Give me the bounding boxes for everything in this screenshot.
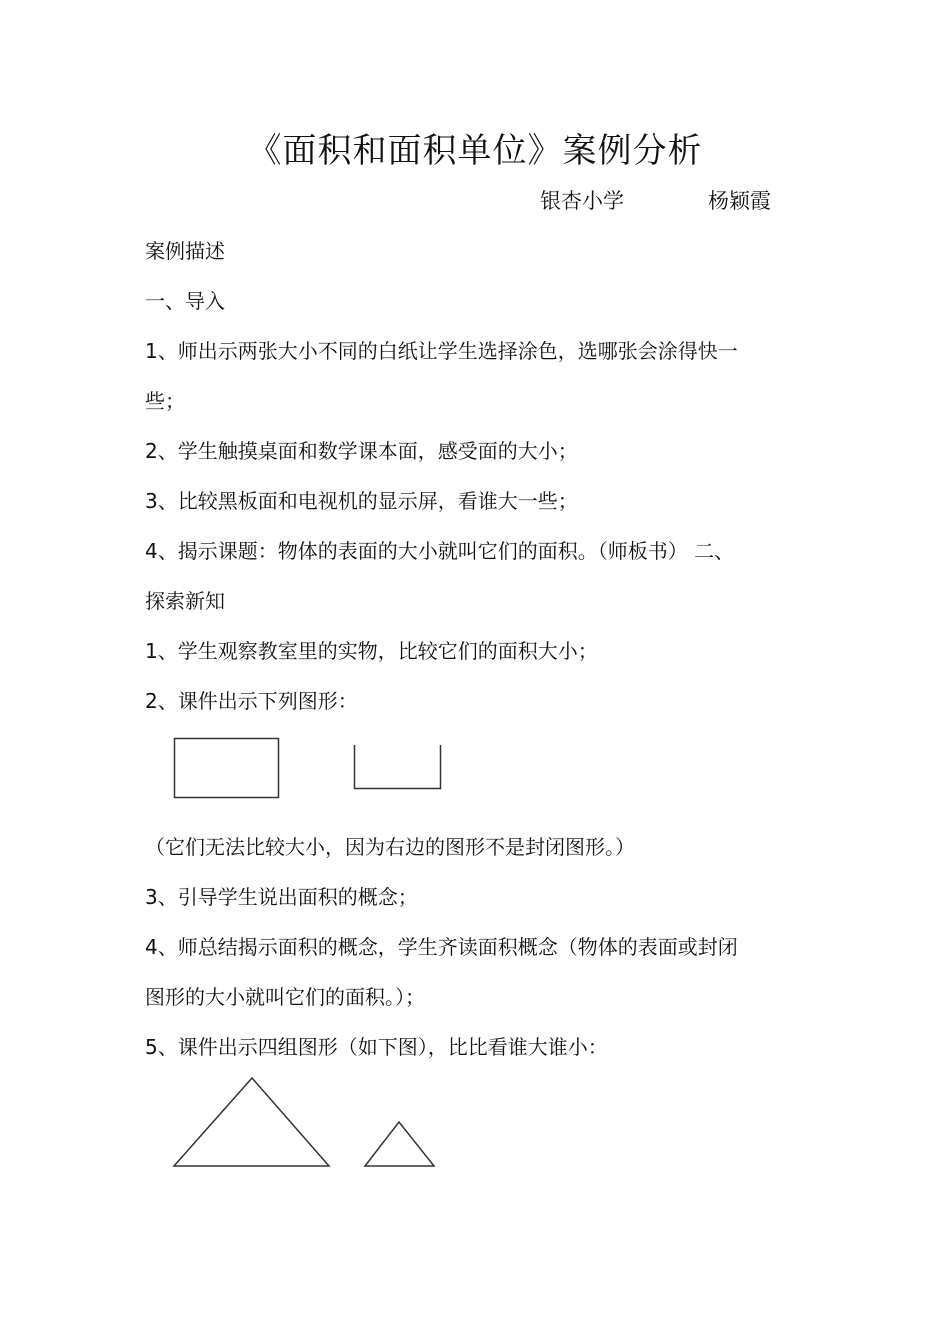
document-title: 《面积和面积单位》案例分析 [247, 131, 703, 171]
small-triangle-figure [365, 1122, 434, 1166]
paragraph-line: 探索新知 [145, 589, 225, 613]
paragraph-line: （它们无法比较大小，因为右边的图形不是封闭图形。） [145, 835, 635, 859]
school-name: 银杏小学 [540, 189, 624, 213]
paragraph-line: 1、学生观察教室里的实物，比较它们的面积大小； [145, 639, 598, 663]
paragraph-line: 图形的大小就叫它们的面积。）； [145, 985, 425, 1009]
paragraph-line: 4、揭示课题：物体的表面的大小就叫它们的面积。（师板书） 二、 [145, 539, 735, 563]
paragraph-line: 3、引导学生说出面积的概念； [145, 885, 418, 909]
paragraph-line: 5、课件出示四组图形（如下图），比比看谁大谁小： [145, 1035, 608, 1059]
closed-rectangle-figure [175, 739, 279, 798]
author-name: 杨颖霞 [708, 189, 771, 213]
paragraph-line: 2、学生触摸桌面和数学课本面，感受面的大小； [145, 439, 578, 463]
paragraph-line: 3、比较黑板面和电视机的显示屏，看谁大一些； [145, 489, 578, 513]
open-rectangle-figure [355, 745, 441, 789]
section-heading-case-description: 案例描述 [145, 239, 225, 263]
paragraph-line: 1、师出示两张大小不同的白纸让学生选择涂色，选哪张会涂得快一 [145, 339, 738, 363]
section-heading-introduction: 一、导入 [145, 289, 225, 313]
paragraph-line: 些； [145, 389, 185, 413]
large-triangle-figure [174, 1078, 329, 1166]
paragraph-line: 4、师总结揭示面积的概念，学生齐读面积概念（物体的表面或封闭 [145, 935, 738, 959]
paragraph-line: 2、课件出示下列图形： [145, 689, 358, 713]
